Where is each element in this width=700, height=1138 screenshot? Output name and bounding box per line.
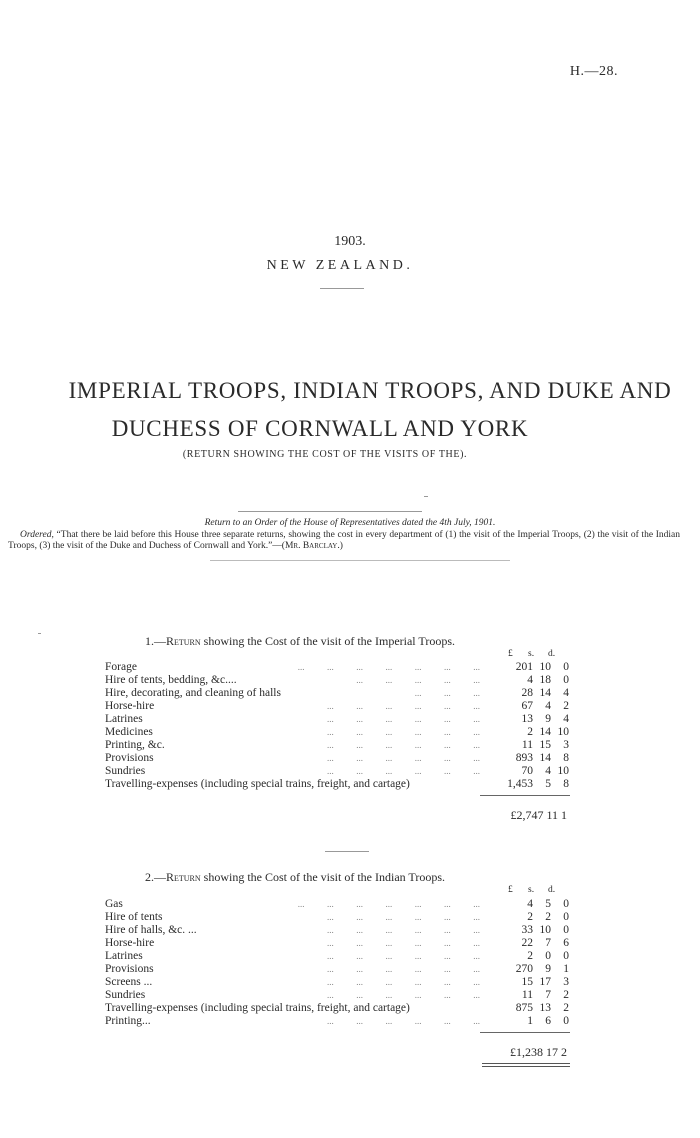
item-label: Sundries	[105, 989, 146, 1001]
amount-shillings: 4	[545, 765, 551, 777]
currency-pence: d.	[548, 885, 556, 895]
item-label: Screens ...	[105, 976, 153, 988]
leader-dots: ... ... ... ... ... ...	[327, 701, 480, 711]
amount-pounds: 893	[515, 752, 533, 764]
return-order-line: Return to an Order of the House of Representatives dated the 4th July, 1901.	[204, 518, 496, 528]
line-item	[105, 674, 575, 687]
leader-dots: ... ... ... ... ... ...	[327, 977, 480, 987]
amount-shillings: 7	[545, 989, 551, 1001]
amount-pence: 3	[563, 739, 569, 751]
amount-shillings: 17	[539, 976, 551, 988]
amount-pounds: 67	[521, 700, 533, 712]
amount-pence: 10	[557, 765, 569, 777]
amount-pounds: 4	[527, 898, 533, 910]
amount-pence: 0	[563, 898, 569, 910]
item-label: Travelling-expenses (including special trains, freight, and cartage)	[105, 778, 410, 790]
amount-shillings: 5	[545, 898, 551, 910]
divider	[424, 496, 428, 497]
heading-prefix: 1.—	[145, 634, 166, 648]
leader-dots: ... ... ... ... ... ...	[327, 925, 480, 935]
line-item	[105, 726, 575, 739]
item-label: Printing, &c.	[105, 739, 165, 751]
leader-dots: ... ... ... ... ... ... ...	[297, 662, 480, 672]
currency-pounds: £	[508, 885, 513, 895]
amount-pence: 2	[563, 989, 569, 1001]
line-item	[105, 700, 575, 713]
indian-total: £1,238 17 2	[510, 1045, 567, 1059]
amount-pence: 4	[563, 713, 569, 725]
total-rule	[480, 795, 570, 796]
amount-shillings: 9	[545, 713, 551, 725]
line-item	[105, 976, 575, 989]
line-item	[105, 739, 575, 752]
double-rule	[482, 1063, 570, 1064]
item-label: Hire of tents	[105, 911, 163, 923]
item-label: Medicines	[105, 726, 153, 738]
heading-word: Return	[166, 634, 201, 648]
leader-dots: ... ... ... ... ... ...	[327, 1016, 480, 1026]
currency-pounds: £	[508, 649, 513, 659]
amount-shillings: 14	[539, 726, 551, 738]
amount-shillings: 10	[539, 661, 551, 673]
currency-shillings: s.	[528, 885, 535, 895]
item-label: Provisions	[105, 963, 154, 975]
leader-dots: ... ... ... ... ...	[356, 675, 480, 685]
item-label: Forage	[105, 661, 137, 673]
amount-pounds: 15	[521, 976, 533, 988]
amount-pounds: 33	[521, 924, 533, 936]
amount-pounds: 2	[527, 726, 533, 738]
amount-pence: 0	[563, 924, 569, 936]
leader-dots: ... ... ... ... ... ...	[327, 714, 480, 724]
amount-pence: 0	[563, 911, 569, 923]
leader-dots: ... ... ... ... ... ...	[327, 753, 480, 763]
line-item	[105, 713, 575, 726]
item-label: Sundries	[105, 765, 146, 777]
line-item	[105, 950, 575, 963]
amount-pounds: 70	[521, 765, 533, 777]
item-label: Hire of halls, &c. ...	[105, 924, 197, 936]
item-label: Latrines	[105, 950, 143, 962]
item-label: Hire of tents, bedding, &c....	[105, 674, 237, 686]
year: 1903.	[334, 234, 366, 249]
item-label: Provisions	[105, 752, 154, 764]
line-item	[105, 924, 575, 937]
total-rule	[480, 1032, 570, 1033]
amount-shillings: 5	[545, 778, 551, 790]
leader-dots: ... ... ... ... ... ...	[327, 740, 480, 750]
amount-pounds: 2	[527, 911, 533, 923]
line-item	[105, 1015, 575, 1028]
amount-shillings: 0	[545, 950, 551, 962]
subtitle: (RETURN SHOWING THE COST OF THE VISITS OF THE).	[182, 449, 468, 460]
amount-shillings: 13	[539, 1002, 551, 1014]
line-item	[105, 765, 575, 778]
amount-pounds: 1,453	[507, 778, 533, 790]
amount-shillings: 18	[539, 674, 551, 686]
amount-pounds: 11	[521, 739, 533, 751]
leader-dots: ... ... ... ... ... ... ...	[297, 899, 480, 909]
ordered-close: .)	[337, 541, 343, 551]
double-rule	[482, 1066, 570, 1067]
item-label: Travelling-expenses (including special trains, freight, and cartage)	[105, 1002, 410, 1014]
heading-text: showing the Cost of the visit of the Indian Troops.	[203, 870, 446, 884]
amount-pounds: 875	[515, 1002, 533, 1014]
leader-dots: ... ... ... ... ... ...	[327, 912, 480, 922]
amount-pence: 0	[563, 1015, 569, 1027]
amount-pounds: 4	[527, 674, 533, 686]
ordered-paragraph	[8, 530, 680, 552]
amount-shillings: 10	[539, 924, 551, 936]
title-line-2: DUCHESS OF CORNWALL AND YORK	[111, 416, 529, 441]
line-item	[105, 963, 575, 976]
amount-shillings: 6	[545, 1015, 551, 1027]
amount-pence: 3	[563, 976, 569, 988]
margin-mark	[38, 633, 41, 634]
currency-shillings: s.	[528, 649, 535, 659]
line-item	[105, 661, 575, 674]
line-item	[105, 778, 575, 791]
line-item	[105, 937, 575, 950]
amount-pounds: 1	[527, 1015, 533, 1027]
amount-shillings: 15	[539, 739, 551, 751]
line-item	[105, 687, 575, 700]
title-line-1: IMPERIAL TROOPS, INDIAN TROOPS, AND DUKE AND	[68, 378, 672, 403]
amount-pence: 0	[563, 674, 569, 686]
amount-pounds: 13	[521, 713, 533, 725]
amount-pence: 8	[563, 778, 569, 790]
amount-shillings: 7	[545, 937, 551, 949]
leader-dots: ... ... ... ... ... ...	[327, 766, 480, 776]
leader-dots: ... ... ... ... ... ...	[327, 990, 480, 1000]
amount-pounds: 2	[527, 950, 533, 962]
line-item	[105, 1002, 575, 1015]
ordered-text: “That there be laid before this House three separate returns, showing the cost in every department of (1) the visit of the Imperial Troops, (2) the visit of the Indian Troops, (3) the visit of the Duke and Duchess of Cornwall and York.”—(	[8, 530, 680, 551]
amount-pence: 8	[563, 752, 569, 764]
line-item	[105, 989, 575, 1002]
imperial-items	[105, 661, 575, 791]
amount-pence: 2	[563, 1002, 569, 1014]
amount-shillings: 9	[545, 963, 551, 975]
item-label: Hire, decorating, and cleaning of halls	[105, 687, 281, 699]
amount-pounds: 22	[521, 937, 533, 949]
amount-pounds: 11	[521, 989, 533, 1001]
heading-word: Return	[166, 870, 201, 884]
amount-pence: 4	[563, 687, 569, 699]
section-heading-indian	[145, 870, 445, 885]
leader-dots: ... ... ...	[414, 688, 480, 698]
leader-dots: ... ... ... ... ... ...	[327, 951, 480, 961]
line-item	[105, 911, 575, 924]
line-item	[105, 752, 575, 765]
divider	[238, 511, 422, 512]
country: NEW ZEALAND.	[266, 258, 414, 273]
item-label: Gas	[105, 898, 123, 910]
heading-prefix: 2.—	[145, 870, 166, 884]
document-reference: H.—28.	[569, 64, 618, 79]
leader-dots: ... ... ... ... ... ...	[327, 727, 480, 737]
item-label: Printing...	[105, 1015, 151, 1027]
amount-shillings: 14	[539, 752, 551, 764]
amount-pounds: 28	[521, 687, 533, 699]
amount-pence: 0	[563, 950, 569, 962]
amount-pence: 2	[563, 700, 569, 712]
heading-text: showing the Cost of the visit of the Imperial Troops.	[203, 634, 455, 648]
currency-pence: d.	[548, 649, 556, 659]
divider	[210, 560, 510, 561]
section-heading-imperial	[145, 634, 455, 649]
amount-pence: 10	[557, 726, 569, 738]
amount-pence: 0	[563, 661, 569, 673]
leader-dots: ... ... ... ... ... ...	[327, 964, 480, 974]
amount-pounds: 270	[515, 963, 533, 975]
member-name: Mr. Barclay	[284, 541, 338, 551]
amount-shillings: 4	[545, 700, 551, 712]
divider	[320, 288, 364, 289]
ordered-word: Ordered,	[20, 530, 54, 540]
amount-shillings: 2	[545, 911, 551, 923]
item-label: Horse-hire	[105, 937, 155, 949]
divider	[325, 851, 369, 852]
leader-dots: ... ... ... ... ... ...	[327, 938, 480, 948]
imperial-total: £2,747 11 1	[510, 808, 567, 822]
amount-shillings: 14	[539, 687, 551, 699]
amount-pounds: 201	[515, 661, 533, 673]
amount-pence: 1	[563, 963, 569, 975]
amount-pence: 6	[563, 937, 569, 949]
item-label: Horse-hire	[105, 700, 155, 712]
item-label: Latrines	[105, 713, 143, 725]
line-item	[105, 898, 575, 911]
indian-items	[105, 898, 575, 1028]
